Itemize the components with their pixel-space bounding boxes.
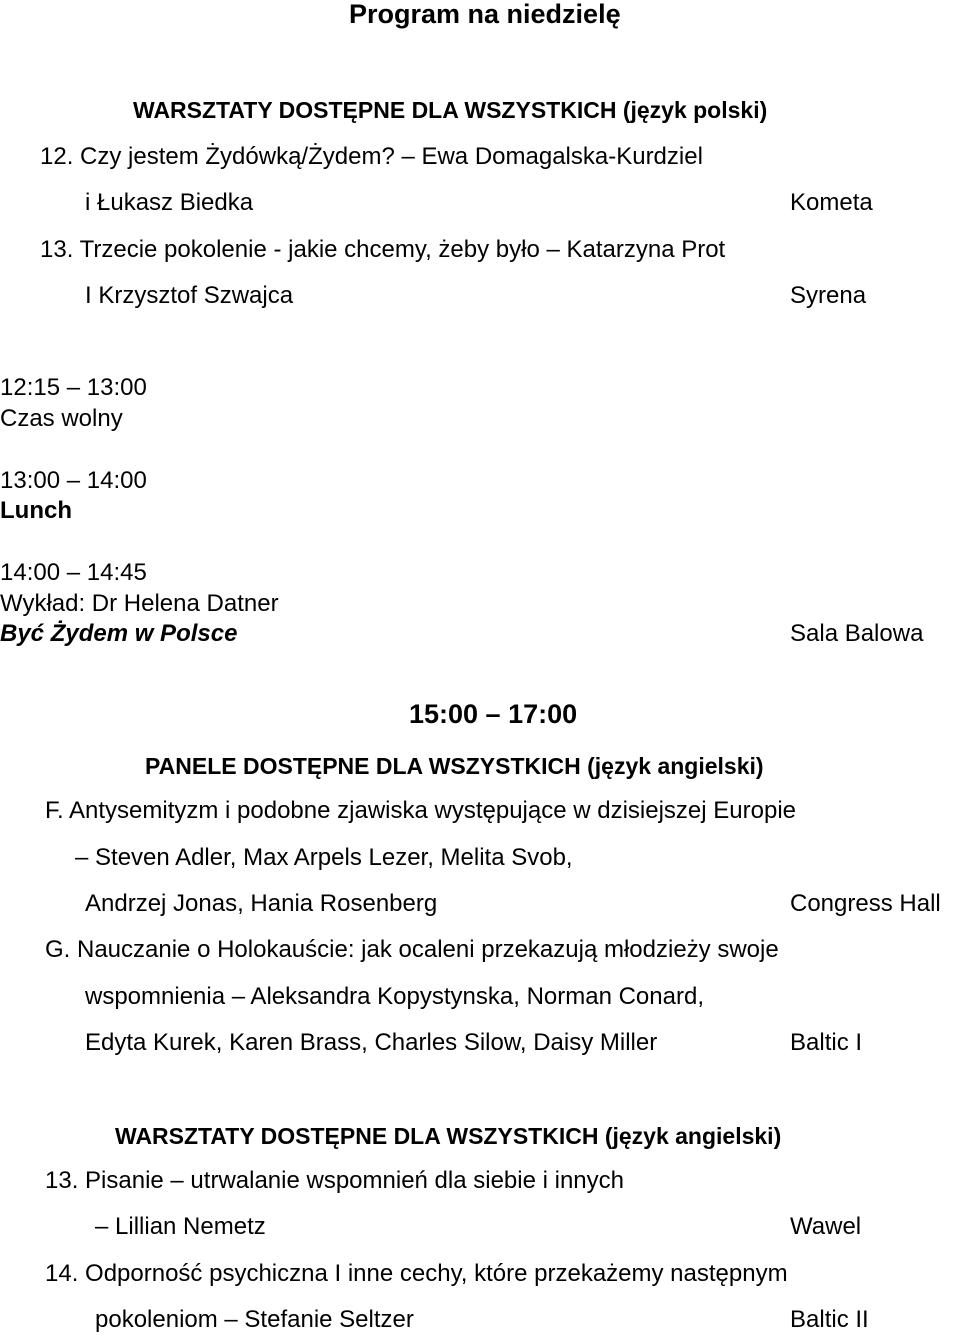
panels-en-time: 15:00 – 17:00 [409,699,578,729]
panel-f-title: F. Antysemityzm i podobne zjawiska występujące w dzisiejszej Europie [45,797,796,824]
slot-lunch-label: Lunch [0,497,72,524]
workshop-en-13-room: Wawel [790,1213,862,1240]
workshop-en-14-room: Baltic II [790,1306,869,1333]
panel-f-speakers-2: Andrzej Jonas, Hania Rosenberg [85,890,438,917]
workshop-13-authors: I Krzysztof Szwajca [85,282,294,309]
panel-g-title: G. Nauczanie o Holokauście: jak ocaleni przekazują młodzieży swoje [45,936,779,963]
workshop-13-room: Syrena [790,282,867,309]
workshop-13-title: 13. Trzecie pokolenie - jakie chcemy, żeby było – Katarzyna Prot [40,236,726,263]
workshop-12-room: Kometa [790,189,873,216]
page-title: Program na niedzielę [349,0,621,29]
panel-g-room: Baltic I [790,1029,863,1056]
workshop-12-authors: i Łukasz Biedka [85,189,254,216]
workshop-en-13-title: 13. Pisanie – utrwalanie wspomnień dla siebie i innych [45,1167,624,1194]
panel-f-room: Congress Hall [790,890,941,917]
panel-g-speakers-1: wspomnienia – Aleksandra Kopystynska, Norman Conard, [85,983,704,1010]
slot-lecture-room: Sala Balowa [790,620,924,647]
slot-lunch-hours: 13:00 – 14:00 [0,467,147,494]
slot-free-time-label: Czas wolny [0,405,123,432]
workshop-en-14-title: 14. Odporność psychiczna I inne cechy, które przekażemy następnym [45,1260,788,1287]
panels-en-heading: PANELE DOSTĘPNE DLA WSZYSTKICH (język angielski) [145,753,764,779]
panel-f-speakers-1: – Steven Adler, Max Arpels Lezer, Melita Svob, [75,844,573,871]
workshop-en-14-author: pokoleniom – Stefanie Seltzer [95,1306,414,1333]
slot-free-time-hours: 12:15 – 13:00 [0,374,147,401]
slot-lecture-subtitle: Być Żydem w Polsce [0,620,238,647]
workshops-pl-heading: WARSZTATY DOSTĘPNE DLA WSZYSTKICH (język polski) [133,97,768,123]
panel-g-speakers-2: Edyta Kurek, Karen Brass, Charles Silow, Daisy Miller [85,1029,658,1056]
workshop-en-13-author: – Lillian Nemetz [95,1213,266,1240]
slot-lecture-hours: 14:00 – 14:45 [0,559,147,586]
workshops-en-heading: WARSZTATY DOSTĘPNE DLA WSZYSTKICH (język angielski) [115,1123,782,1149]
slot-lecture-speaker: Wykład: Dr Helena Datner [0,590,279,617]
workshop-12-title: 12. Czy jestem Żydówką/Żydem? – Ewa Domagalska-Kurdziel [40,143,703,170]
